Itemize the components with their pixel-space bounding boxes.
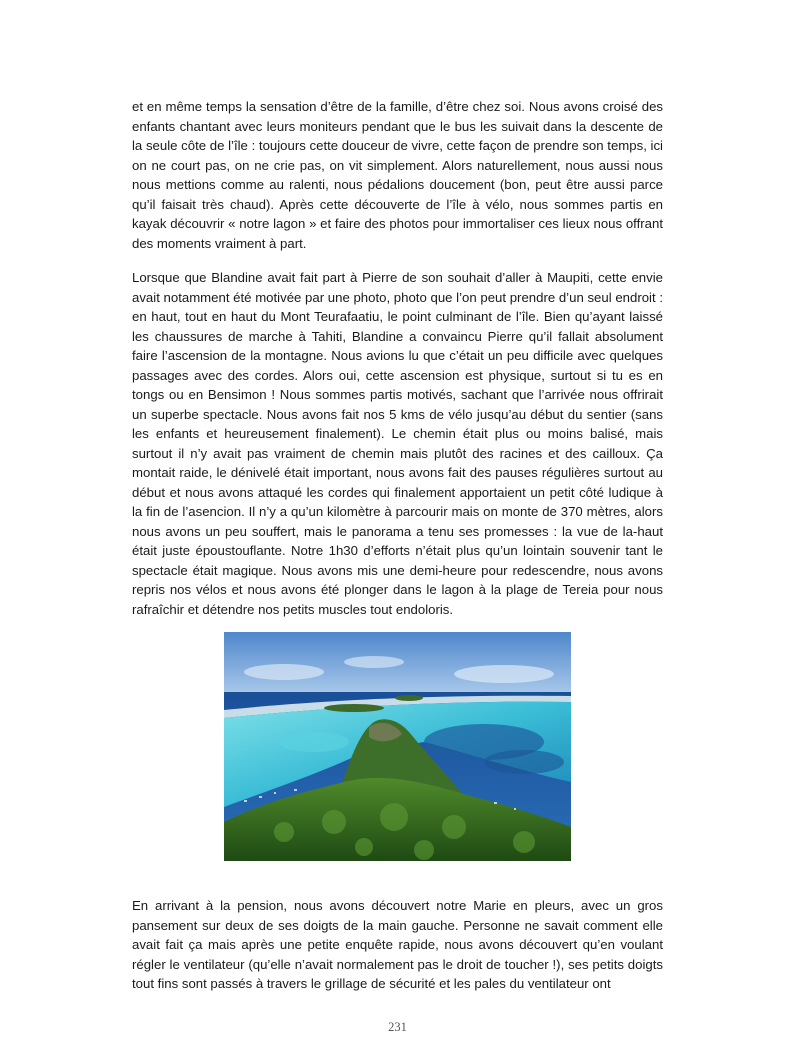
paragraph-3: En arrivant à la pension, nous avons découvert notre Marie en pleurs, avec un gros pansement sur deux de ses doigts de la main gauche. Personne ne savait comment elle avait fait ça mais après une petite enquête rapide, nous avons découvert qu’en voulant régler le ventilateur (qu’elle n’avait normalement pas le droit de toucher !), ses petits doigts tout fins sont passés à travers le grillage de sécurité et les pales du ventilateur ont: [132, 898, 663, 991]
paragraph-1: et en même temps la sensation d’être de la famille, d’être chez soi. Nous avons croisé des enfants chantant avec leurs moniteurs pendant que le bus les suivait dans la descente de la seule côte de l’île : toujours cette douceur de vivre, cette façon de prendre son temps, ici on ne court pas, on ne crie pas, on vit simplement. Alors naturellement, nous aussi nous nous mettions comme au ralenti, nous pédalions doucement (bon, peut être aussi parce qu’il faisait très chaud). Après cette découverte de l’île à vélo, nous sommes partis en kayak découvrir « notre lagon » et faire des photos pour immortaliser ces lieux nous offrant des moments vraiment à part.: [132, 99, 663, 251]
paragraph-2: Lorsque que Blandine avait fait part à Pierre de son souhait d’aller à Maupiti, cette envie avait notamment été motivée par une photo, photo que l’on peut prendre d’un seul endroit : en haut, tout en haut du Mont Teurafaatiu, le point culminant de l’île. Bien qu’ayant laissé les chaussures de marche à Tahiti, Blandine a convaincu Pierre qu’il fallait absolument faire l’ascension de la montagne. Nous avions lu que c’était un peu difficile avec quelques passages avec des cordes. Alors oui, cette ascension est physique, surtout si tu es en tongs ou en Bensimon ! Nous sommes partis motivés, sachant que l’arrivée nous offrirait un superbe spectacle. Nous avons fait nos 5 kms de vélo jusqu’au début du sentier (sans les enfants et heureusement finalement). Le chemin était plus ou moins balisé, mais surtout il n’y avait pas vraiment de chemin mais plutôt des racines et des cailloux. Ça montait raide, le dénivelé était important, nous avons fait des pauses régulières surtout au début et nous avons attaqué les cordes qui finalement apportaient un petit côté ludique à la fin de l’asencion. Il n’y a qu’un kilomètre à parcourir mais on monte de 370 mètres, alors nous avons un peu souffert, mais le panorama a tenu ses promesses : la vue de la-haut était juste époustouflante. Notre 1h30 d’efforts n’était plus qu’un lointain souvenir tant le spectacle était magique. Nous avons mis une demi-heure pour redescendre, nous avons repris nos vélos et nous avons été plonger dans le lagon à la plage de Tereia pour nous rafraîchir et détendre nos petits muscles tout endoloris.: [132, 270, 663, 617]
maupiti-lagoon-photo: [224, 632, 571, 861]
page-number: 231: [388, 1020, 407, 1034]
